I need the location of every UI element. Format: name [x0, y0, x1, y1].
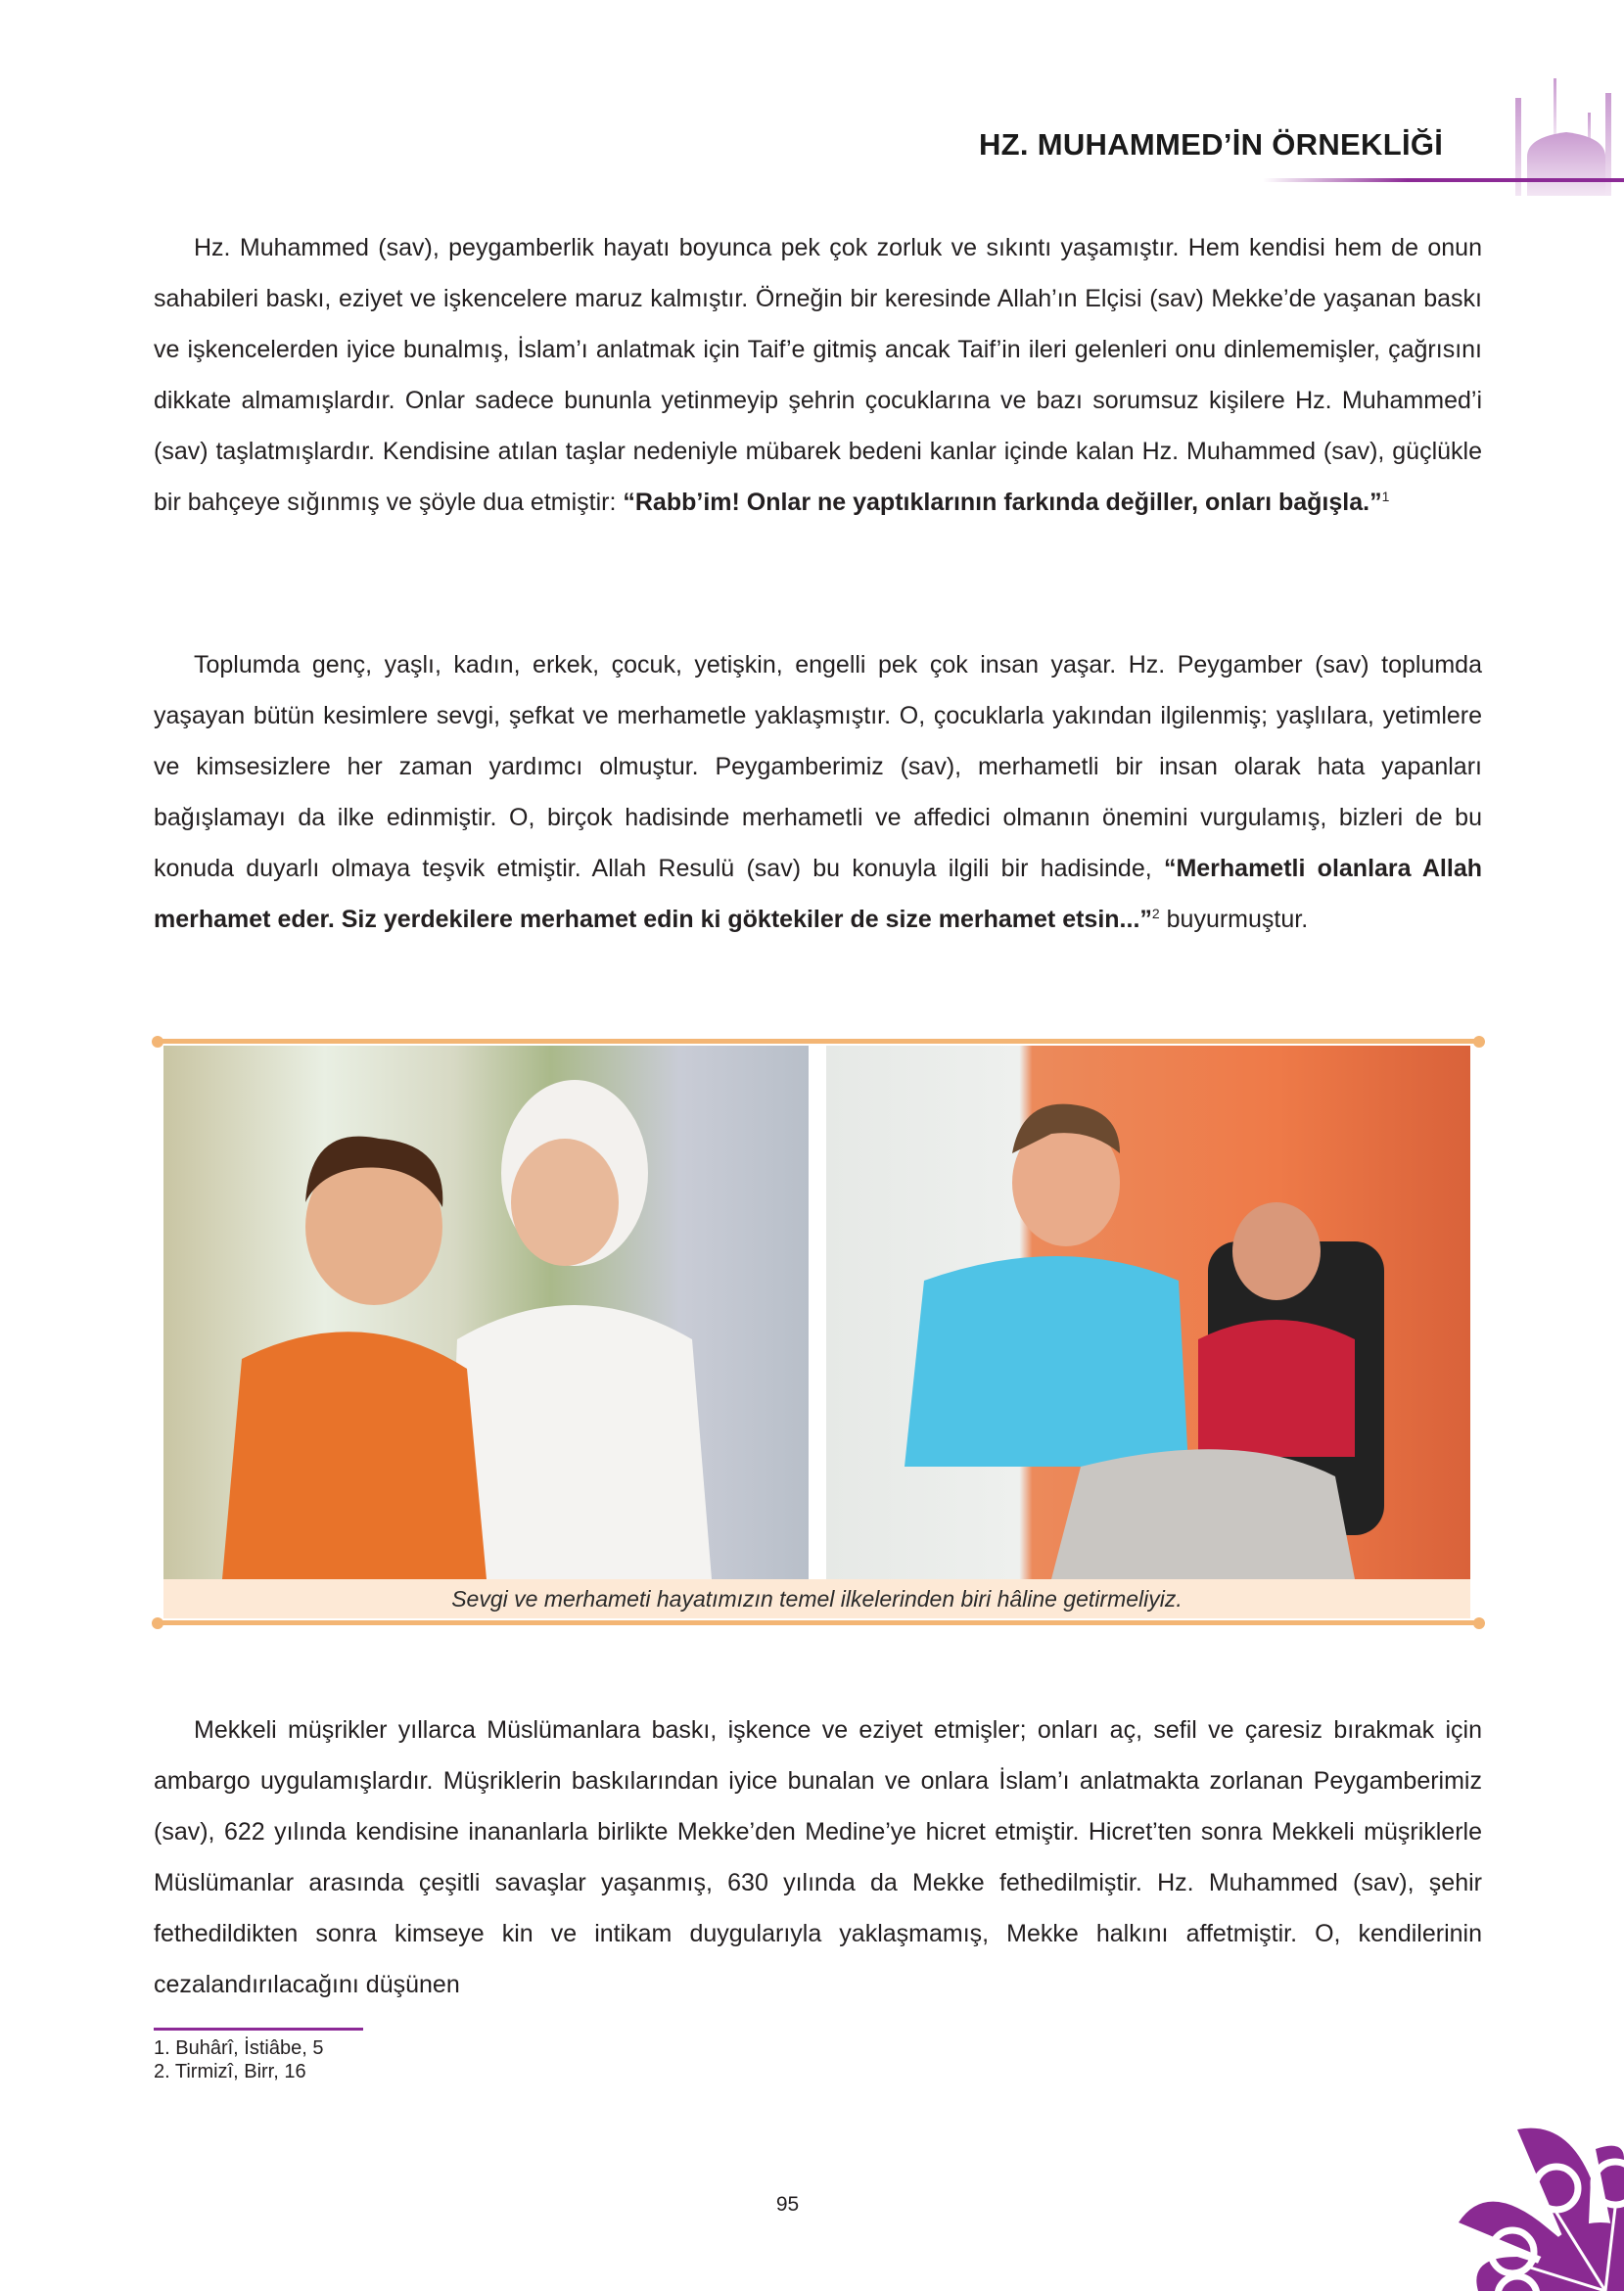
frame-dot	[1473, 1617, 1485, 1629]
frame-bottom-bar	[158, 1620, 1479, 1625]
figure-caption: Sevgi ve merhameti hayatımızın temel ilkelerinden biri hâline getirmeliyiz.	[163, 1579, 1470, 1618]
page-number: 95	[775, 2193, 800, 2216]
chapter-title: HZ. MUHAMMED’İN ÖRNEKLİĞİ	[979, 127, 1444, 162]
footnotes	[154, 2036, 323, 2083]
paragraph-text: Toplumda genç, yaşlı, kadın, erkek, çocuk, yetişkin, engelli pek çok insan yaşar. Hz. Peygamber (sav) toplumda yaşayan bütün kesimlere sevgi, şefkat ve merhametle yaklaşmıştır. O, çocuklarla yakından ilgilenmiş; yaşlılara, yetimlere ve kimsesizlere her zaman yardımcı olmuştur. Peygamberimiz (sav), merhametli bir insan olarak hata yapanları bağışlamayı da ilke edinmiştir. O, birçok hadisinde merhametli ve affedici olmanın önemini vurgulamış, bizleri de bu konuda duyarlı olmaya teşvik etmiştir. Allah Resulü (sav) bu konuyla ilgili bir hadisinde,	[154, 651, 1482, 882]
footnote-divider	[154, 2028, 363, 2031]
paragraph-text-tail: buyurmuştur.	[1159, 906, 1309, 933]
flower-ornament-icon	[1459, 2120, 1624, 2291]
paragraph-2	[154, 639, 1482, 945]
footnote-ref: 1	[1381, 489, 1390, 504]
hadith-quote: “Merhametli olanlara Allah merhamet eder. Siz yerdekilere merhamet edin ki göktekiler de size merhamet etsin...”	[154, 855, 1482, 933]
footnote-2: 2. Tirmizî, Birr, 16	[154, 2061, 306, 2082]
paragraph-text: Hz. Muhammed (sav), peygamberlik hayatı boyunca pek çok zorluk ve sıkıntı yaşamıştır. Hem kendisi hem de onun sahabileri baskı, eziyet ve işkencelere maruz kalmıştır. Örneğin bir keresinde Allah’ın Elçisi (sav) Mekke’de yaşanan baskı ve işkencelerden iyice bunalmış, İslam’ı anlatmak için Taif’e gitmiş ancak Taif’in ileri gelenleri onu dinlememişler, çağrısını dikkate almamışlardır. Onlar sadece bununla yetinmeyip şehrin çocuklarına ve bazı sorumsuz kişilere Hz. Muhammed’i (sav) taşlatmışlardır. Kendisine atılan taşlar nedeniyle mübarek bedeni kanlar içinde kalan Hz. Muhammed (sav), güçlükle bir bahçeye sığınmış ve şöyle dua etmiştir:	[154, 234, 1482, 516]
photo-father-and-child-wheelchair	[826, 1046, 1470, 1579]
paragraph-1	[154, 222, 1482, 528]
frame-dot	[152, 1036, 163, 1048]
frame-dot	[152, 1617, 163, 1629]
footnote-ref: 2	[1151, 906, 1160, 921]
prayer-quote: “Rabb’im! Onlar ne yaptıklarının farkında değiller, onları bağışla.”	[623, 489, 1382, 516]
photo-figure	[152, 1033, 1485, 1632]
frame-dot	[1473, 1036, 1485, 1048]
photo-mother-and-child	[163, 1046, 809, 1579]
header-divider	[1263, 178, 1624, 182]
footnote-1: 1. Buhârî, İstiâbe, 5	[154, 2037, 324, 2059]
paragraph-3	[154, 1705, 1482, 2010]
paragraph-text: Mekkeli müşrikler yıllarca Müslümanlara baskı, işkence ve eziyet etmişler; onları aç, sefil ve çaresiz bırakmak için ambargo uygulamışlardır. Müşriklerin baskılarından iyice bunalan ve onlara İslam’ı anlatmakta zorlanan Peygamberimiz (sav), 622 yılında kendisine inananlarla birlikte Mekke’den Medine’ye hicret etmiştir. Hicret’ten sonra Mekkeli müşriklerle Müslümanlar arasında çeşitli savaşlar yaşanmış, 630 yılında da Mekke fethedilmiştir. Hz. Muhammed (sav), şehir fethedildikten sonra kimseye kin ve intikam duygularıyla yaklaşmamış, Mekke halkını affetmiştir. O, kendilerinin cezalandırılacağını düşünen	[154, 1716, 1482, 1998]
frame-top-bar	[158, 1039, 1479, 1044]
